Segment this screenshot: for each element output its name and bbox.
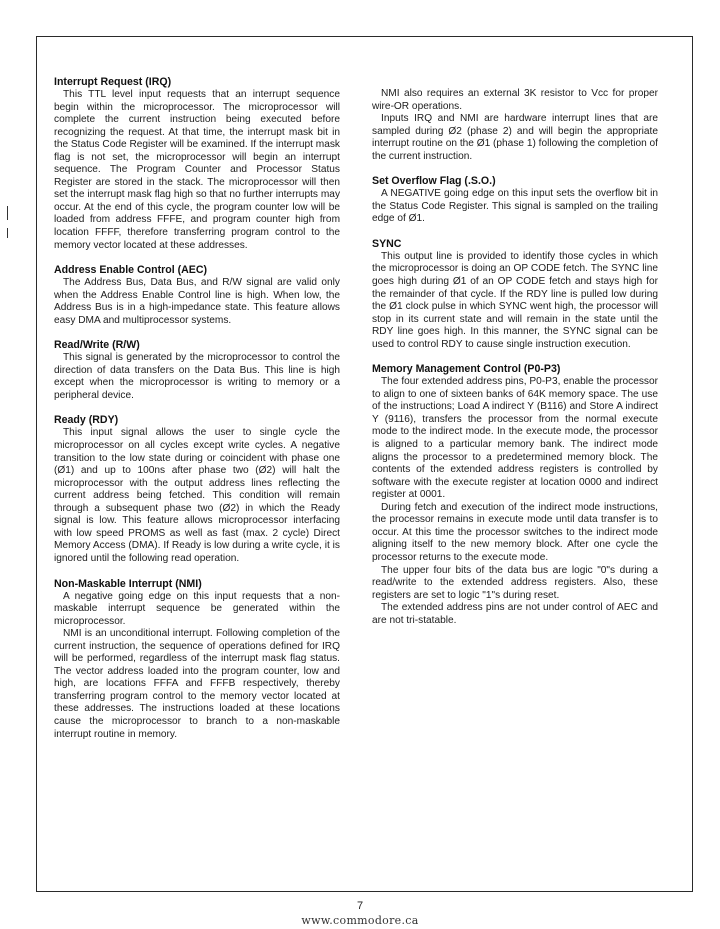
paragraph: A NEGATIVE going edge on this input sets the overflow bit in the Status Code Register. This signal is sampled on the trailing edge of Ø1.: [372, 188, 658, 225]
paragraph: This signal is generated by the microprocessor to control the direction of data transfers on the Data Bus. This line is high except when the microprocessor is writing to memory or a peripheral device.: [54, 352, 340, 401]
section-heading: Interrupt Request (IRQ): [54, 76, 172, 88]
page-number: 7: [356, 900, 364, 912]
section-so: [372, 175, 658, 226]
paragraph: This input signal allows the user to single cycle the microprocessor on all cycles except write cycles. A negative transition to the low state during or coincident with phase one (Ø1) and up to 100ns after phase two (Ø2) will halt the microprocessor with the output address lines reflecting the current address being fetched. This condition will remain through a subsequent phase two (Ø2) in which the Ready signal is low. This feature allows microprocessor interfacing with low speed PROMS as well as fast (max. 2 cycle) Direct Memory Access (DMA). If Ready is low during a write cycle, it is ignored until the following read operation.: [54, 427, 340, 564]
paragraph: NMI is an unconditional interrupt. Following completion of the current instruction, the sequence of operations defined for IRQ will be performed, regardless of the interrupt mask flag status. The vector address loaded into the program counter, low and high, are locations FFFA and FFFB respectively, thereby transferring program control to the memory vector located at these addresses. The instructions loaded at these locations cause the microprocessor to branch to a non-maskable interrupt routine in memory.: [54, 628, 340, 740]
paragraph: NMI also requires an external 3K resistor to Vcc for proper wire-OR operations.: [372, 88, 658, 112]
margin-mark: [7, 228, 8, 238]
section-heading: Set Overflow Flag (.S.O.): [372, 175, 496, 188]
section-memory-management: [372, 363, 658, 627]
right-column: [372, 88, 658, 639]
section-aec: [54, 264, 340, 327]
margin-mark: [7, 206, 8, 220]
section-nmi: [54, 578, 340, 742]
paragraph: During fetch and execution of the indirect mode instructions, the processor remains in execute mode until data transfer is to occur. At this time the processor switches to the indirect mode aligning itself to the new memory block. After one cycle the processor returns to the execute mode.: [372, 501, 658, 563]
section-sync: [372, 238, 658, 351]
paragraph: The four extended address pins, P0-P3, enable the processor to align to one of sixteen banks of 64K memory space. The use of the instructions; Load A indirect Y (B116) and Store A indirect Y (9116), transfers the processor from the normal execute mode to the indirect mode. In the execute mode, the processor is aligned to a particular memory bank. The indirect mode aligns the processor to a predetermined memory block. The contents of the extended address registers is controlled by software with the execute register at location 0000 and indirect register at 0001.: [372, 376, 658, 501]
section-rdy: [54, 414, 340, 565]
section-heading: Ready (RDY): [54, 414, 119, 427]
section-heading: Read/Write (R/W): [54, 339, 140, 352]
paragraph: The upper four bits of the data bus are logic "0"s during a read/write to the extended address registers. Also, these registers are set to logic "1"s during reset.: [372, 564, 658, 601]
section-heading: Address Enable Control (AEC): [54, 264, 208, 277]
paragraph: A negative going edge on this input requests that a non-maskable interrupt sequence be generated within the microprocessor.: [54, 590, 340, 627]
paragraph: The Address Bus, Data Bus, and R/W signal are valid only when the Address Enable Control line is high. When low, the Address Bus is in a high-impedance state. This feature allows easy DMA and multiprocessor systems.: [54, 277, 340, 326]
section-irq: [54, 76, 340, 252]
paragraph: This output line is provided to identify those cycles in which the microprocessor is doing an OP CODE fetch. The SYNC line goes high during Ø1 of an OP CODE fetch and stays high for the remainder of that cycle. If the RDY line is pulled low during the Ø1 clock pulse in which SYNC went high, the processor will stop in its current state and will remain in the state until the RDY line goes high. In this manner, the SYNC signal can be used to control RDY to cause single instruction execution.: [372, 250, 658, 350]
section-heading: SYNC: [372, 237, 402, 250]
left-column: [54, 76, 340, 753]
section-rw: [54, 339, 340, 402]
watermark: www.commodore.ca: [301, 914, 419, 927]
paragraph: The extended address pins are not under control of AEC and are not tri-statable.: [372, 602, 658, 626]
section-heading: Non-Maskable Interrupt (NMI): [54, 577, 202, 590]
paragraph: Inputs IRQ and NMI are hardware interrupt lines that are sampled during Ø2 (phase 2) and will begin the appropriate interrupt routine on the Ø1 (phase 1) following the completion of the current instruction.: [372, 113, 658, 162]
paragraph: This TTL level input requests that an interrupt sequence begin within the microprocessor. The microprocessor will complete the current instruction being executed before recognizing the request. At that time, the interrupt mask bit in the Status Code Register will be examined. If the interrupt mask flag is not set, the microprocessor will begin an interrupt sequence. The Program Counter and Processor Status Register are stored in the stack. The microprocessor will then set the interrupt mask flag high so that no further interrupts may occur. At the end of this cycle, the program counter low will be loaded from address FFFE, and program counter high from location FFFF, therefore transferring program control to the memory vector located at these addresses.: [54, 89, 340, 251]
section-nmi-continued: [372, 88, 658, 163]
section-heading: Memory Management Control (P0-P3): [372, 363, 561, 376]
